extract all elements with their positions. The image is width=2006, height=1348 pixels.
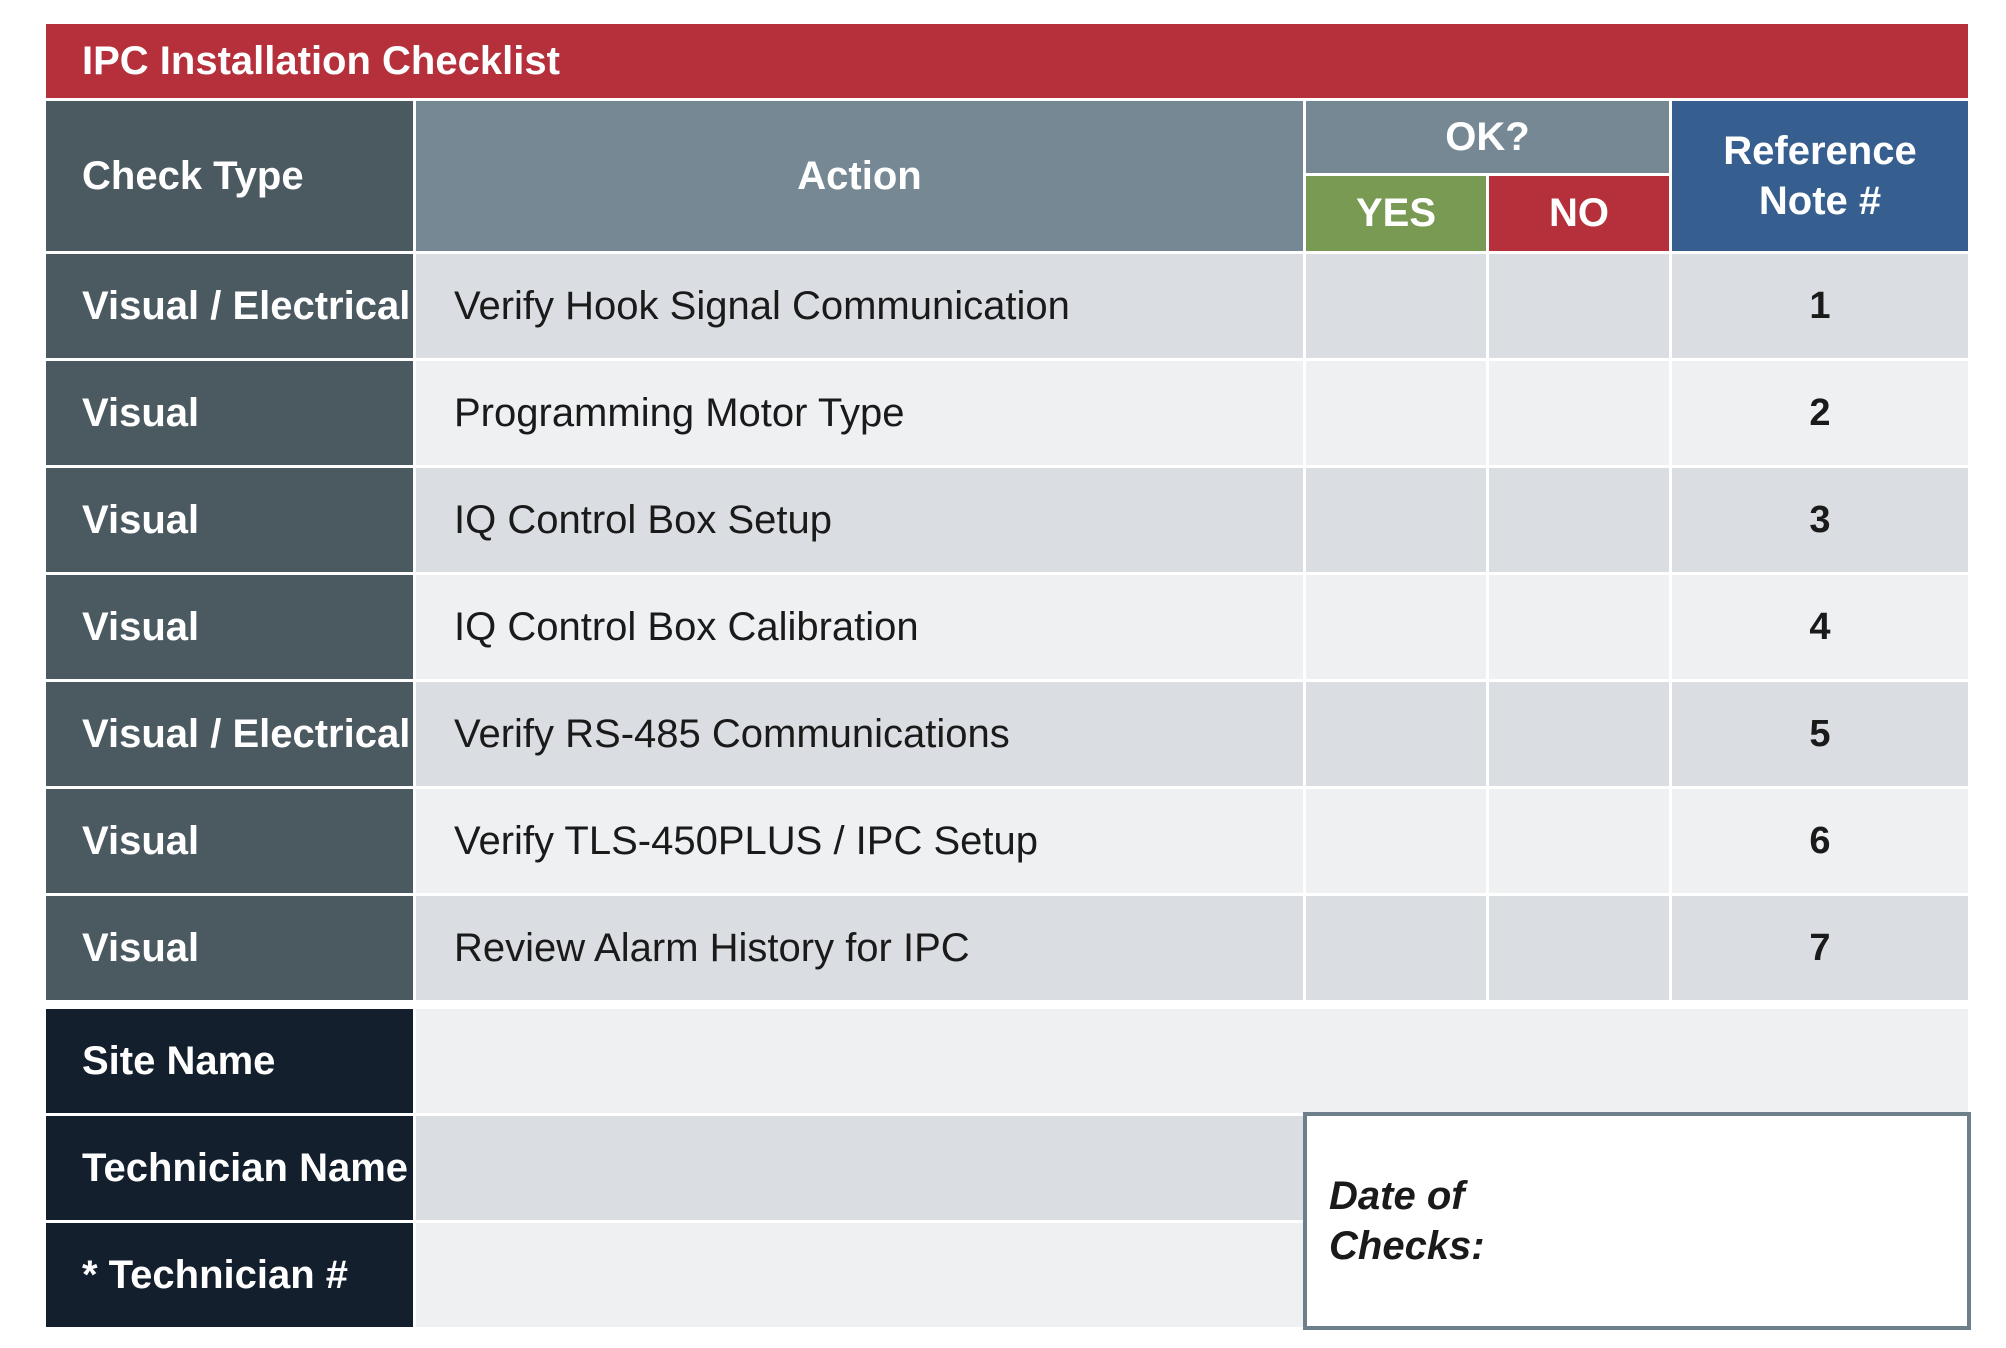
reference-note-cell: 1 bbox=[1672, 254, 1968, 358]
check-type-cell: Visual bbox=[46, 468, 413, 572]
reference-note-cell: 3 bbox=[1672, 468, 1968, 572]
yes-checkbox[interactable] bbox=[1306, 789, 1486, 893]
action-cell: Verify Hook Signal Communication bbox=[416, 254, 1303, 358]
check-type-cell: Visual / Electrical bbox=[46, 254, 413, 358]
action-cell: Verify RS-485 Communications bbox=[416, 682, 1303, 786]
no-checkbox[interactable] bbox=[1489, 361, 1669, 465]
header-ok: OK? bbox=[1306, 101, 1669, 173]
no-checkbox[interactable] bbox=[1489, 575, 1669, 679]
date-of-checks-box[interactable] bbox=[1303, 1112, 1971, 1330]
check-type-cell: Visual bbox=[46, 361, 413, 465]
action-cell: IQ Control Box Calibration bbox=[416, 575, 1303, 679]
technician-number-label: * Technician # bbox=[46, 1223, 413, 1327]
reference-note-cell: 6 bbox=[1672, 789, 1968, 893]
header-no: NO bbox=[1489, 176, 1669, 251]
reference-note-cell: 2 bbox=[1672, 361, 1968, 465]
check-type-cell: Visual bbox=[46, 575, 413, 679]
site-name-label: Site Name bbox=[46, 1009, 413, 1113]
action-cell: IQ Control Box Setup bbox=[416, 468, 1303, 572]
check-type-cell: Visual bbox=[46, 789, 413, 893]
no-checkbox[interactable] bbox=[1489, 789, 1669, 893]
action-cell: Verify TLS-450PLUS / IPC Setup bbox=[416, 789, 1303, 893]
header-check-type: Check Type bbox=[46, 101, 413, 251]
header-action: Action bbox=[416, 101, 1303, 251]
date-of-checks-label: Date of Checks: bbox=[1329, 1174, 1485, 1268]
reference-note-cell: 5 bbox=[1672, 682, 1968, 786]
checklist-title: IPC Installation Checklist bbox=[46, 24, 1968, 98]
check-type-cell: Visual / Electrical bbox=[46, 682, 413, 786]
no-checkbox[interactable] bbox=[1489, 682, 1669, 786]
no-checkbox[interactable] bbox=[1489, 896, 1669, 1000]
yes-checkbox[interactable] bbox=[1306, 682, 1486, 786]
action-cell: Review Alarm History for IPC bbox=[416, 896, 1303, 1000]
header-reference-note-label: Reference Note # bbox=[1723, 129, 1917, 223]
yes-checkbox[interactable] bbox=[1306, 254, 1486, 358]
yes-checkbox[interactable] bbox=[1306, 575, 1486, 679]
no-checkbox[interactable] bbox=[1489, 254, 1669, 358]
header-yes: YES bbox=[1306, 176, 1486, 251]
site-name-field[interactable] bbox=[416, 1009, 1968, 1113]
check-type-cell: Visual bbox=[46, 896, 413, 1000]
technician-name-field[interactable] bbox=[416, 1116, 1303, 1220]
yes-checkbox[interactable] bbox=[1306, 468, 1486, 572]
technician-name-label: Technician Name bbox=[46, 1116, 413, 1220]
header-reference-note bbox=[1672, 101, 1968, 251]
yes-checkbox[interactable] bbox=[1306, 361, 1486, 465]
reference-note-cell: 4 bbox=[1672, 575, 1968, 679]
technician-number-field[interactable] bbox=[416, 1223, 1303, 1327]
yes-checkbox[interactable] bbox=[1306, 896, 1486, 1000]
reference-note-cell: 7 bbox=[1672, 896, 1968, 1000]
action-cell: Programming Motor Type bbox=[416, 361, 1303, 465]
no-checkbox[interactable] bbox=[1489, 468, 1669, 572]
